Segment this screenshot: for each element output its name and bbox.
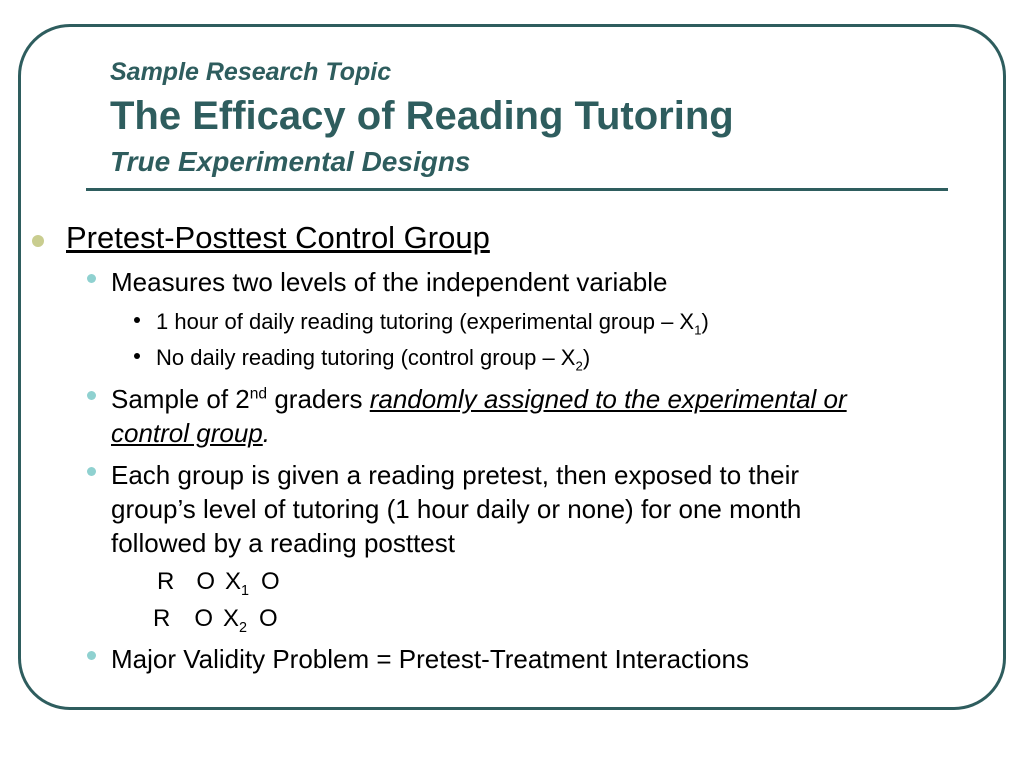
bullet-text-continued: followed by a reading posttest (111, 528, 455, 558)
bullet-icon (87, 391, 96, 400)
bullet-text: Each group is given a reading pretest, then exposed to their (111, 460, 799, 490)
sub-bullet-text: 1 hour of daily reading tutoring (experimental group – $X_1$) (156, 309, 709, 338)
bullet-text-continued: group’s level of tutoring (1 hour daily or none) for one month (111, 494, 802, 524)
bullet-icon (32, 235, 44, 247)
sub-bullet-text: No daily reading tutoring (control group – $X_2$) (156, 345, 591, 374)
bullet-text: Measures two levels of the independent variable (111, 267, 668, 297)
slide-title: The Efficacy of Reading Tutoring (110, 94, 734, 138)
bullet-icon (87, 274, 96, 283)
bullet-text-continued: control group. (111, 418, 270, 448)
bullet-icon (134, 317, 140, 323)
title-divider (86, 188, 948, 191)
bullet-icon (87, 467, 96, 476)
bullet-icon (87, 651, 96, 660)
bullet-text: Major Validity Problem = Pretest-Treatment Interactions (111, 644, 749, 674)
design-notation-row-2: R O X2 O (153, 605, 278, 636)
slide-subtitle: True Experimental Designs (110, 146, 471, 177)
bullet-icon (134, 353, 140, 359)
slide-supertitle: Sample Research Topic (110, 58, 392, 86)
section-heading: Pretest-Posttest Control Group (66, 220, 490, 255)
bullet-text: Sample of 2nd graders randomly assigned to the experimental or (111, 384, 847, 414)
design-notation-row-1: R O X1 O (157, 568, 280, 599)
